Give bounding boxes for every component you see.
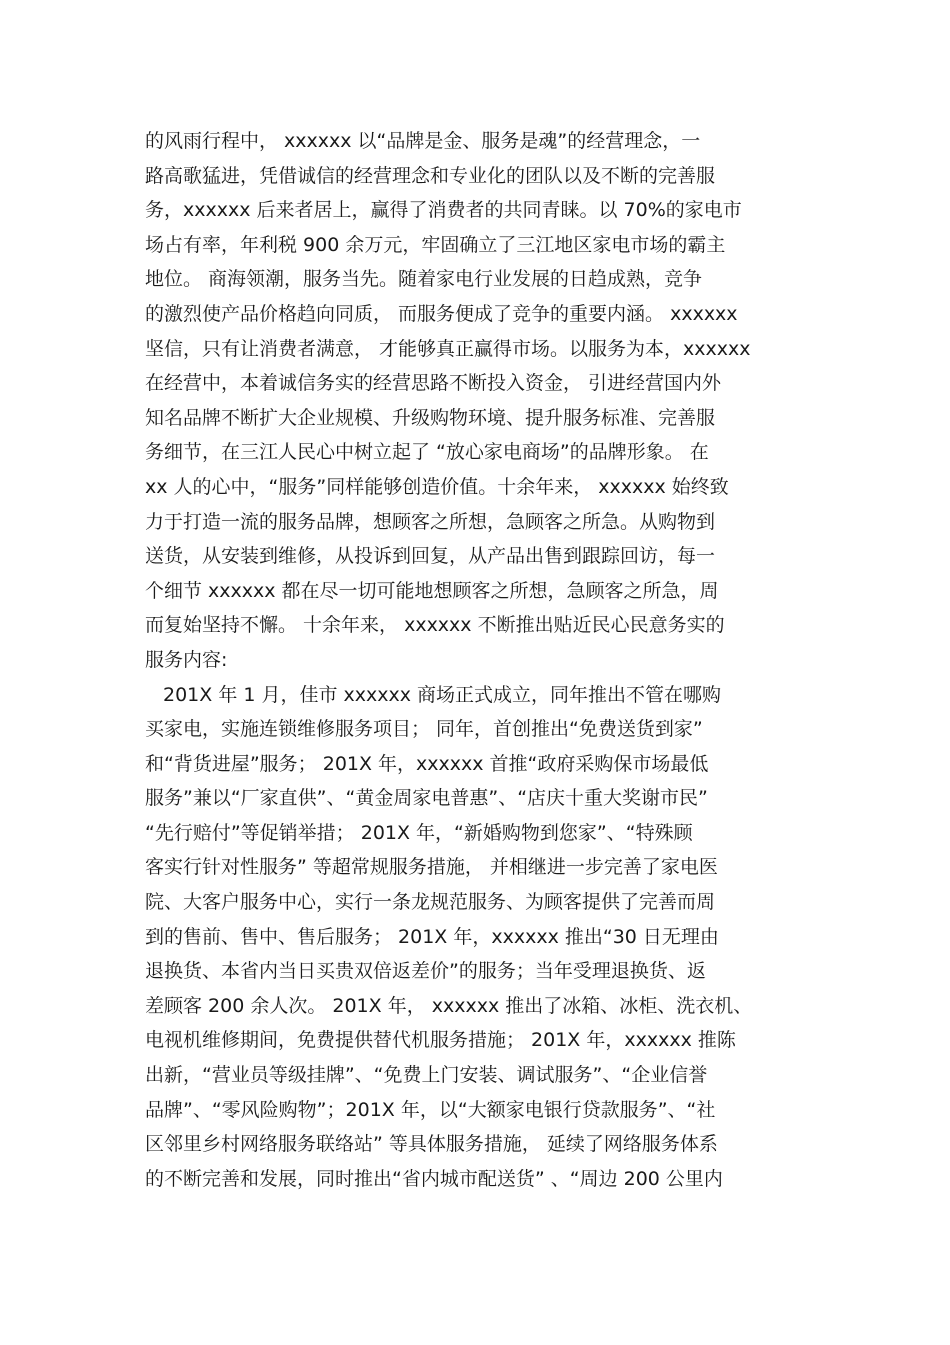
text-line: 和“背货进屋”服务； 201X 年，xxxxxx 首推“政府采购保市场最低	[145, 752, 709, 775]
text-line: 买家电，实施连锁维修服务项目； 同年，首创推出“免费送货到家”	[145, 718, 703, 741]
text-line: 的风雨行程中， xxxxxx 以“品牌是金、服务是魂”的经营理念，一	[145, 130, 701, 152]
text-line: 路高歌猛进，凭借诚信的经营理念和专业化的团队以及不断的完善服	[145, 164, 716, 187]
text-line: 退换货、本省内当日买贵双倍返差价”的服务；当年受理退换货、返	[145, 960, 706, 983]
text-line: 在经营中，本着诚信务实的经营思路不断投入资金， 引进经营国内外	[145, 372, 722, 395]
text-line: 品牌”、“零风险购物”；201X 年，以“大额家电银行贷款服务”、“社	[145, 1098, 716, 1121]
text-line: 而复始坚持不懈。 十余年来， xxxxxx 不断推出贴近民心民意务实的	[145, 614, 725, 637]
text-line: 务细节，在三江人民心中树立起了 “放心家电商场”的品牌形象。 在	[145, 441, 709, 464]
text-line: 电视机维修期间，免费提供替代机服务措施； 201X 年，xxxxxx 推陈	[145, 1029, 736, 1052]
text-line: 力于打造一流的服务品牌，想顾客之所想，急顾客之所急。从购物到	[145, 510, 716, 533]
text-line: 到的售前、售中、售后服务； 201X 年，xxxxxx 推出“30 日无理由	[145, 925, 719, 948]
paragraph-start-line: 201X 年 1 月，佳市 xxxxxx 商场正式成立，同年推出不管在哪购	[163, 683, 722, 706]
text-line: 场占有率，年利税 900 余万元，牢固确立了三江地区家电市场的霸主	[145, 233, 726, 256]
text-line: 服务内容:	[145, 648, 228, 671]
text-line: 知名品牌不断扩大企业规模、升级购物环境、提升服务标准、完善服	[145, 406, 716, 429]
body-text	[145, 124, 810, 1196]
text-line: 的激烈使产品价格趋向同质， 而服务便成了竞争的重要内涵。 xxxxxx	[145, 302, 738, 325]
text-line: 客实行针对性服务” 等超常规服务措施， 并相继进一步完善了家电医	[145, 856, 718, 879]
text-line: 地位。 商海领潮，服务当先。随着家电行业发展的日趋成熟，竞争	[145, 268, 703, 291]
text-line: 服务”兼以“厂家直供”、“黄金周家电普惠”、“店庆十重大奖谢市民”	[145, 787, 708, 810]
text-line: 坚信，只有让消费者满意， 才能够真正赢得市场。以服务为本，xxxxxx	[145, 337, 751, 360]
text-line: 区邻里乡村网络服务联络站” 等具体服务措施， 延续了网络服务体系	[145, 1133, 718, 1156]
text-line: 出新，“营业员等级挂牌”、“免费上门安装、调试服务”、“企业信誉	[145, 1064, 708, 1087]
text-line: “先行赔付”等促销举措； 201X 年，“新婚购物到您家”、“特殊顾	[145, 821, 693, 844]
text-line: 院、大客户服务中心，实行一条龙规范服务、为顾客提供了完善而周	[145, 891, 716, 914]
text-line: 个细节 xxxxxx 都在尽一切可能地想顾客之所想，急顾客之所急，周	[145, 579, 719, 602]
text-line: 的不断完善和发展，同时推出“省内城市配送货” 、“周边 200 公里内	[145, 1167, 723, 1190]
text-line: 务，xxxxxx 后来者居上，赢得了消费者的共同青睐。以 70%的家电市	[145, 199, 742, 222]
text-line: 差顾客 200 余人次。 201X 年， xxxxxx 推出了冰箱、冰柜、洗衣机、	[145, 994, 753, 1017]
text-line: 送货，从安装到维修，从投诉到回复，从产品出售到跟踪回访，每一	[145, 545, 716, 568]
text-line: xx 人的心中，“服务”同样能够创造价值。十余年来， xxxxxx 始终致	[145, 475, 729, 498]
